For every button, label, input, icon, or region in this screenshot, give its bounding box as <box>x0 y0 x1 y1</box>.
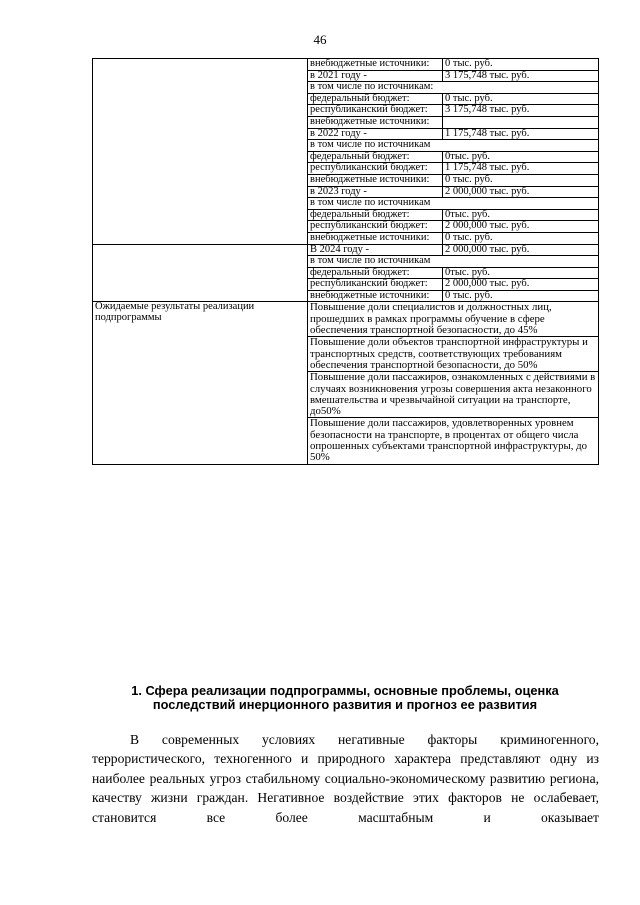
amount-value: 2 000,000 тыс. руб. <box>443 221 599 233</box>
expected-result: Повышение доли специалистов и должностных лиц, прошедших в рамках программы обучение в сфере обеспечения транспортной безопасности, до 45% <box>308 302 599 337</box>
source-label: внебюджетные источники: <box>308 290 443 302</box>
amount-value: 2 000,000 тыс. руб. <box>443 244 599 256</box>
source-label: внебюджетные источники: <box>308 59 443 71</box>
source-label: в 2022 году - <box>308 128 443 140</box>
body-paragraph: В современных условиях негативные факторы криминогенного, террористического, техногенного и природного характера представляют одну из наиболее реальных угроз стабильному социально-экономическому развитию региона, качеству жизни граждан. Негативное воздействие этих факторов не ослабевает, становится все более масштабным и оказывает <box>92 732 599 825</box>
amount-value: 1 175,748 тыс. руб. <box>443 128 599 140</box>
amount-value: 3 175,748 тыс. руб. <box>443 70 599 82</box>
amount-value: 0тыс. руб. <box>443 209 599 221</box>
source-label: республиканский бюджет: <box>308 279 443 291</box>
sources-subheader: в том числе по источникам <box>308 256 599 268</box>
source-label: республиканский бюджет: <box>308 163 443 175</box>
source-label: в 2023 году - <box>308 186 443 198</box>
source-label: республиканский бюджет: <box>308 221 443 233</box>
expected-result: Повышение доли объектов транспортной инфраструктуры и транспортных средств, соответствующих требованиям обеспечения транспортной безопасности, до 50% <box>308 337 599 372</box>
page-number: 46 <box>313 32 327 47</box>
amount-value <box>443 116 599 128</box>
funding-table-body <box>93 59 599 465</box>
amount-value: 3 175,748 тыс. руб. <box>443 105 599 117</box>
source-label: федеральный бюджет: <box>308 209 443 221</box>
source-label: республиканский бюджет: <box>308 105 443 117</box>
amount-value: 0 тыс. руб. <box>443 59 599 71</box>
sources-subheader: в том числе по источникам: <box>308 82 599 94</box>
left-label-cell <box>93 244 308 302</box>
body-text <box>92 730 599 827</box>
source-label: федеральный бюджет: <box>308 151 443 163</box>
amount-value: 2 000,000 тыс. руб. <box>443 186 599 198</box>
source-label: В 2024 году - <box>308 244 443 256</box>
expected-result: Повышение доли пассажиров, ознакомленных с действиями в случаях возникновения угрозы совершения акта незаконного вмешательства и чрезвычайной ситуации на транспорте, до50% <box>308 372 599 418</box>
funding-table <box>92 58 599 465</box>
expected-result: Повышение доли пассажиров, удовлетворенных уровнем безопасности на транспорте, в процентах от общего числа опрошенных субъектами транспортной инфраструктуры, до 50% <box>308 418 599 464</box>
source-label: внебюджетные источники: <box>308 116 443 128</box>
table-row <box>93 59 599 71</box>
amount-value: 0 тыс. руб. <box>443 174 599 186</box>
source-label: федеральный бюджет: <box>308 267 443 279</box>
amount-value: 0 тыс. руб. <box>443 93 599 105</box>
results-label: Ожидаемые результаты реализации подпрограммы <box>93 302 308 464</box>
amount-value: 0тыс. руб. <box>443 151 599 163</box>
source-label: внебюджетные источники: <box>308 232 443 244</box>
section-title: 1. Сфера реализации подпрограммы, основные проблемы, оценка последствий инерционного развития и прогноз ее развития <box>131 683 559 712</box>
source-label: внебюджетные источники: <box>308 174 443 186</box>
amount-value: 0 тыс. руб. <box>443 290 599 302</box>
left-label-cell <box>93 59 308 245</box>
source-label: федеральный бюджет: <box>308 93 443 105</box>
table-row <box>93 244 599 256</box>
source-label: в 2021 году - <box>308 70 443 82</box>
sources-subheader: в том числе по источникам <box>308 140 599 152</box>
amount-value: 2 000,000 тыс. руб. <box>443 279 599 291</box>
amount-value: 1 175,748 тыс. руб. <box>443 163 599 175</box>
results-row <box>93 302 599 337</box>
sources-subheader: в том числе по источникам <box>308 198 599 210</box>
amount-value: 0тыс. руб. <box>443 267 599 279</box>
amount-value: 0 тыс. руб. <box>443 232 599 244</box>
